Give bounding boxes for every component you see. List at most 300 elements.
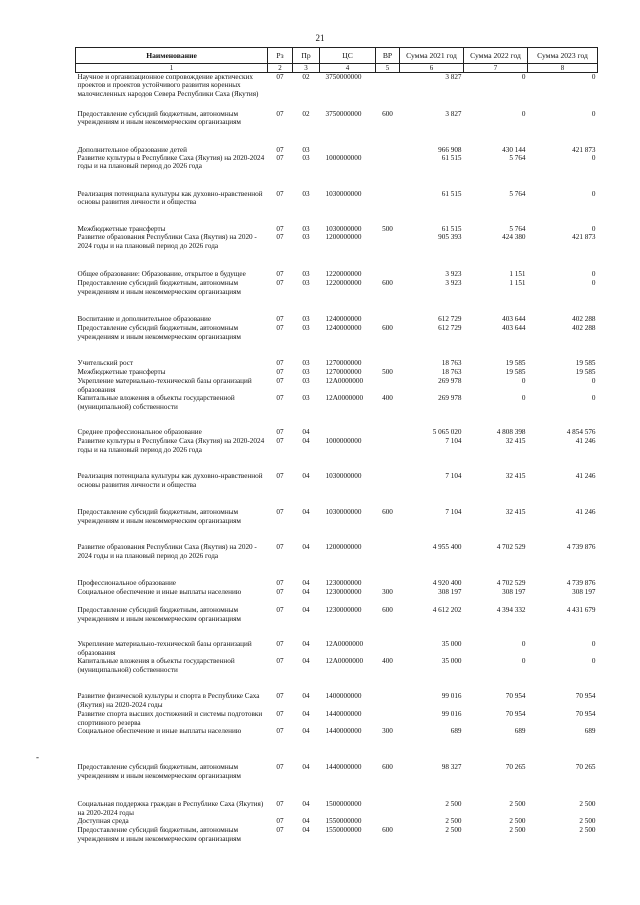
cell-cs: 1220000000 <box>325 270 362 279</box>
cell-vr: 600 <box>382 606 393 615</box>
cell-cs: 1220000000 <box>325 279 362 288</box>
cell-s3: 70 954 <box>575 710 596 719</box>
cell-name: Доступная среда <box>77 817 129 826</box>
cell-cs: 1230000000 <box>325 579 362 588</box>
cell-name: Развитие культуры в Республике Саха (Якутия) на 2020-2024 годы и на плановый период до 2026 года <box>77 437 265 454</box>
table-row <box>76 543 598 579</box>
cell-s1: 689 <box>450 727 462 736</box>
cell-s1: 99 016 <box>441 692 462 701</box>
cell-name: Предоставление субсидий бюджетным, автономным учреждениям и иным некоммерческим организациям <box>77 324 241 341</box>
cell-s2: 70 954 <box>505 710 526 719</box>
cell-name: Предоставление субсидий бюджетным, автономным учреждениям и иным некоммерческим организациям <box>77 826 241 843</box>
cell-rz: 07 <box>276 279 284 288</box>
cell-vr <box>376 472 400 508</box>
cell-s2: 5 764 <box>509 224 526 233</box>
table-row <box>76 826 598 843</box>
cell-pr: 04 <box>302 763 310 772</box>
cell-pr: 04 <box>302 543 310 552</box>
cell-s2: 4 394 332 <box>496 606 526 615</box>
cell-pr: 02 <box>302 73 310 81</box>
cell-s2: 430 144 <box>502 145 526 154</box>
cell-s2: 403 644 <box>502 324 526 333</box>
cell-s1: 7 104 <box>445 472 462 481</box>
cell-name: Социальное обеспечение и иные выплаты населению <box>77 727 242 736</box>
cell-pr: 03 <box>302 315 310 324</box>
cell-cs <box>320 428 376 437</box>
cell-name: Развитие образования Республики Саха (Якутия) на 2020 - 2024 годы и на плановый период до 2026 года <box>77 233 257 250</box>
table-row <box>76 817 598 826</box>
cell-rz: 07 <box>276 826 284 835</box>
cell-vr <box>376 710 400 727</box>
cell-name: Научное и организационное сопровождение арктических проектов и проектов устойчивого развития коренных малочисленных народов Севера Республики Саха (Якутия) <box>77 73 259 98</box>
table-row <box>76 606 598 640</box>
cell-rz: 07 <box>276 153 284 162</box>
cell-s1: 269 978 <box>438 394 462 403</box>
cell-rz: 07 <box>276 543 284 552</box>
table-row <box>76 437 598 472</box>
cell-s3: 4 431 679 <box>566 606 596 615</box>
cell-cs: 1400000000 <box>325 692 362 701</box>
cell-s1: 3 923 <box>445 270 462 279</box>
cell-s1: 2 500 <box>445 826 462 835</box>
cell-s3: 0 <box>591 224 596 233</box>
cell-cs: 12А0000000 <box>325 640 364 649</box>
cell-pr: 04 <box>302 657 310 666</box>
cell-vr <box>376 146 400 154</box>
cell-vr: 300 <box>382 588 393 597</box>
cell-s2: 32 415 <box>505 437 526 446</box>
cell-s3: 0 <box>591 377 596 386</box>
table-row <box>76 394 598 428</box>
cell-name: Капитальные вложения в объекты государственной (муниципальной) собственности <box>77 657 235 674</box>
cell-cs: 1550000000 <box>325 817 362 826</box>
cell-s3: 421 873 <box>572 145 596 154</box>
cell-pr: 04 <box>302 826 310 835</box>
cell-s2: 70 265 <box>505 763 526 772</box>
cell-s1: 4 612 202 <box>432 606 462 615</box>
cell-name: Социальная поддержка граждан в Республике Саха (Якутия) на 2020-2024 годы <box>77 800 264 817</box>
cell-vr <box>376 73 400 110</box>
cell-vr: 300 <box>382 727 393 736</box>
cell-rz: 07 <box>276 692 284 701</box>
header-sum-2022: Сумма 2022 год <box>464 48 528 64</box>
cell-vr: 500 <box>382 224 393 233</box>
table-row <box>76 508 598 543</box>
cell-name: Предоставление субсидий бюджетным, автономным учреждениям и иным некоммерческим организациям <box>77 606 241 623</box>
table-row <box>76 368 598 377</box>
cell-s2: 4 702 529 <box>496 543 526 552</box>
table-row <box>76 763 598 800</box>
cell-s2: 424 380 <box>502 233 526 242</box>
cell-pr: 03 <box>302 279 310 288</box>
cell-s1: 612 729 <box>438 315 462 324</box>
cell-s1: 308 197 <box>438 588 462 597</box>
cell-pr: 03 <box>302 394 310 403</box>
cell-name: Предоставление субсидий бюджетным, автономным учреждениям и иным некоммерческим организациям <box>77 279 241 296</box>
table-row <box>76 225 598 233</box>
cell-rz: 07 <box>276 428 284 437</box>
cell-s2: 2 500 <box>509 826 526 835</box>
table-body <box>76 73 598 844</box>
cell-rz: 07 <box>276 233 284 242</box>
cell-vr <box>376 692 400 710</box>
cell-s1: 269 978 <box>438 377 462 386</box>
table-row <box>76 233 598 270</box>
cell-s3: 402 288 <box>572 315 596 324</box>
cell-pr: 04 <box>302 692 310 701</box>
cell-rz: 07 <box>276 710 284 719</box>
header-sum-2023: Сумма 2023 год <box>528 48 598 64</box>
cell-s2: 2 500 <box>509 800 526 809</box>
header-index: 1 <box>76 64 268 73</box>
cell-rz: 07 <box>276 657 284 666</box>
cell-s3: 0 <box>591 109 596 118</box>
cell-rz: 07 <box>276 109 284 118</box>
cell-s2: 689 <box>514 727 526 736</box>
table-row <box>76 190 598 225</box>
cell-cs: 1440000000 <box>325 763 362 772</box>
cell-vr: 400 <box>382 657 393 666</box>
cell-rz: 07 <box>276 817 284 826</box>
cell-cs: 12А0000000 <box>325 377 364 386</box>
cell-s3: 2 500 <box>579 826 596 835</box>
cell-s1: 18 763 <box>441 368 462 377</box>
cell-cs: 1000000000 <box>325 437 362 446</box>
cell-rz: 07 <box>276 224 284 233</box>
cell-cs: 1270000000 <box>325 359 362 368</box>
header-index: 2 <box>268 64 293 73</box>
header-vr: ВР <box>376 48 400 64</box>
cell-s2: 403 644 <box>502 315 526 324</box>
cell-cs: 1200000000 <box>325 233 362 242</box>
cell-s2: 19 585 <box>505 359 526 368</box>
cell-vr <box>376 233 400 270</box>
cell-name: Развитие спорта высших достижений и системы подготовки спортивного резерва <box>77 710 263 727</box>
cell-vr <box>376 154 400 190</box>
cell-s1: 2 500 <box>445 800 462 809</box>
cell-s1: 3 827 <box>445 109 462 118</box>
cell-s1: 35 000 <box>441 640 462 649</box>
cell-s3: 689 <box>584 727 596 736</box>
header-index: 7 <box>464 64 528 73</box>
cell-s1: 2 500 <box>445 817 462 826</box>
cell-s3: 0 <box>591 640 596 649</box>
cell-name: Предоставление субсидий бюджетным, автономным учреждениям и иным некоммерческим организациям <box>77 508 241 525</box>
cell-s2: 0 <box>521 73 526 81</box>
cell-s3: 0 <box>591 270 596 279</box>
cell-s1: 61 515 <box>441 153 462 162</box>
cell-s1: 7 104 <box>445 508 462 517</box>
cell-cs: 1230000000 <box>325 588 362 597</box>
table-row <box>76 692 598 710</box>
table-row <box>76 315 598 324</box>
cell-s3: 0 <box>591 73 596 81</box>
cell-s1: 4 955 400 <box>432 543 462 552</box>
header-index: 5 <box>376 64 400 73</box>
cell-pr: 03 <box>302 377 310 386</box>
table-row <box>76 279 598 315</box>
cell-rz: 07 <box>276 579 284 588</box>
cell-cs: 1000000000 <box>325 153 362 162</box>
cell-cs: 1030000000 <box>325 224 362 233</box>
cell-vr <box>376 640 400 657</box>
cell-s3: 402 288 <box>572 324 596 333</box>
cell-s1: 61 515 <box>441 189 462 198</box>
cell-pr: 04 <box>302 640 310 649</box>
cell-s3: 308 197 <box>572 588 596 597</box>
cell-rz: 07 <box>276 763 284 772</box>
cell-cs: 1230000000 <box>325 606 362 615</box>
cell-name: Дополнительное образование детей <box>77 145 187 154</box>
cell-rz: 07 <box>276 640 284 649</box>
cell-s2: 0 <box>521 657 526 666</box>
cell-s3: 2 500 <box>579 800 596 809</box>
cell-name: Реализация потенциала культуры как духовно-нравственной основы развития личности и общества <box>77 472 263 489</box>
cell-pr: 04 <box>302 579 310 588</box>
cell-name: Укрепление материально-технической базы организаций образования <box>77 377 252 394</box>
table-row <box>76 579 598 588</box>
cell-pr: 03 <box>302 368 310 377</box>
cell-name: Развитие физической культуры и спорта в Республике Саха (Якутия) на 2020-2024 годы <box>77 692 260 709</box>
cell-cs: 3750000000 <box>325 73 362 81</box>
cell-s2: 4 702 529 <box>496 579 526 588</box>
cell-cs: 1440000000 <box>325 710 362 719</box>
cell-name: Воспитание и дополнительное образование <box>77 315 212 324</box>
cell-vr: 600 <box>382 826 393 835</box>
cell-name: Профессиональное образование <box>77 579 177 588</box>
cell-name: Социальное обеспечение и иные выплаты населению <box>77 588 242 597</box>
cell-s1: 3 923 <box>445 279 462 288</box>
cell-s1: 98 327 <box>441 763 462 772</box>
cell-rz: 07 <box>276 315 284 324</box>
table-row <box>76 588 598 606</box>
cell-pr: 03 <box>302 270 310 279</box>
header-rz: Рз <box>268 48 293 64</box>
cell-pr: 03 <box>302 153 310 162</box>
cell-pr: 03 <box>302 224 310 233</box>
header-sum-2021: Сумма 2021 год <box>400 48 464 64</box>
cell-rz: 07 <box>276 588 284 597</box>
cell-s3: 0 <box>591 657 596 666</box>
cell-cs <box>320 146 376 154</box>
cell-s2: 32 415 <box>505 508 526 517</box>
cell-s3: 4 854 576 <box>566 428 596 437</box>
cell-rz: 07 <box>276 324 284 333</box>
header-index-row <box>76 64 598 73</box>
cell-s1: 905 393 <box>438 233 462 242</box>
cell-vr <box>376 377 400 394</box>
cell-pr: 03 <box>302 359 310 368</box>
cell-rz: 07 <box>276 368 284 377</box>
cell-rz: 07 <box>276 606 284 615</box>
cell-rz: 07 <box>276 189 284 198</box>
cell-cs: 1030000000 <box>325 189 362 198</box>
cell-rz: 07 <box>276 437 284 446</box>
cell-s2: 0 <box>521 640 526 649</box>
cell-cs: 12А0000000 <box>325 394 364 403</box>
header-cs: ЦС <box>320 48 376 64</box>
cell-pr: 02 <box>302 109 310 118</box>
cell-s2: 70 954 <box>505 692 526 701</box>
cell-vr <box>376 190 400 225</box>
cell-s2: 0 <box>521 394 526 403</box>
cell-name: Общее образование: Образование, открытое в будущее <box>77 270 246 279</box>
cell-s2: 1 151 <box>509 279 526 288</box>
cell-rz: 07 <box>276 359 284 368</box>
cell-s3: 2 500 <box>579 817 596 826</box>
cell-vr <box>376 315 400 324</box>
table-row <box>76 710 598 727</box>
cell-pr: 04 <box>302 817 310 826</box>
header-row <box>76 48 598 64</box>
cell-vr <box>376 428 400 437</box>
cell-name: Межбюджетные трансферты <box>77 224 166 233</box>
cell-cs: 1030000000 <box>325 508 362 517</box>
cell-s2: 5 764 <box>509 189 526 198</box>
cell-rz: 07 <box>276 270 284 279</box>
cell-cs: 1200000000 <box>325 543 362 552</box>
cell-rz: 07 <box>276 472 284 481</box>
cell-pr: 03 <box>302 145 310 154</box>
cell-rz: 07 <box>276 377 284 386</box>
cell-cs: 1030000000 <box>325 472 362 481</box>
cell-s2: 2 500 <box>509 817 526 826</box>
table-row <box>76 727 598 763</box>
cell-s1: 612 729 <box>438 324 462 333</box>
cell-name: Предоставление субсидий бюджетным, автономным учреждениям и иным некоммерческим организациям <box>77 763 241 780</box>
table-row <box>76 270 598 279</box>
cell-name: Предоставление субсидий бюджетным, автономным учреждениям и иным некоммерческим организациям <box>77 109 241 126</box>
cell-vr: 600 <box>382 508 393 517</box>
cell-name: Среднее профессиональное образование <box>77 428 202 437</box>
cell-s2: 19 585 <box>505 368 526 377</box>
cell-s2: 32 415 <box>505 472 526 481</box>
cell-rz: 07 <box>276 727 284 736</box>
table-row <box>76 472 598 508</box>
cell-s3: 4 739 876 <box>566 543 596 552</box>
cell-name: Реализация потенциала культуры как духовно-нравственной основы развития личности и общества <box>77 189 263 207</box>
cell-pr: 04 <box>302 727 310 736</box>
cell-s2: 0 <box>521 377 526 386</box>
cell-rz: 07 <box>276 73 284 81</box>
cell-vr: 600 <box>382 279 393 288</box>
page-number: 21 <box>315 33 325 43</box>
cell-name: Межбюджетные трансферты <box>77 368 166 377</box>
cell-vr <box>376 543 400 579</box>
cell-s3: 0 <box>591 153 596 162</box>
header-index: 6 <box>400 64 464 73</box>
cell-vr: 600 <box>382 109 393 118</box>
table-row <box>76 428 598 437</box>
cell-cs: 3750000000 <box>325 109 362 118</box>
cell-cs: 1440000000 <box>325 727 362 736</box>
cell-name: Укрепление материально-технической базы организаций образования <box>77 640 252 657</box>
cell-vr: 600 <box>382 324 393 333</box>
table-row <box>76 640 598 657</box>
cell-vr <box>376 359 400 368</box>
cell-s3: 70 265 <box>575 763 596 772</box>
cell-vr <box>376 437 400 472</box>
cell-s3: 0 <box>591 189 596 198</box>
cell-rz: 07 <box>276 508 284 517</box>
cell-name: Развитие образования Республики Саха (Якутия) на 2020 - 2024 годы и на плановый период до 2026 года <box>77 543 257 560</box>
cell-s3: 70 954 <box>575 692 596 701</box>
cell-rz: 07 <box>276 394 284 403</box>
cell-s3: 0 <box>591 279 596 288</box>
cell-name: Капитальные вложения в объекты государственной (муниципальной) собственности <box>77 394 235 411</box>
cell-pr: 04 <box>302 606 310 615</box>
cell-cs: 1240000000 <box>325 324 362 333</box>
header-index: 4 <box>320 64 376 73</box>
header-name: Наименование <box>76 48 268 64</box>
header-index: 3 <box>293 64 320 73</box>
cell-s3: 19 585 <box>575 359 596 368</box>
cell-s1: 5 065 020 <box>432 428 462 437</box>
cell-s1: 3 827 <box>445 73 462 81</box>
cell-s3: 4 739 876 <box>566 579 596 588</box>
budget-table <box>75 47 598 843</box>
cell-cs: 1550000000 <box>325 826 362 835</box>
cell-rz: 07 <box>276 145 284 154</box>
table-row <box>76 146 598 154</box>
table-row <box>76 110 598 146</box>
margin-mark: - <box>36 752 39 762</box>
cell-s2: 0 <box>521 109 526 118</box>
cell-pr: 04 <box>302 428 310 437</box>
cell-vr <box>376 579 400 588</box>
header-pr: Пр <box>293 48 320 64</box>
cell-pr: 03 <box>302 189 310 198</box>
header-index: 8 <box>528 64 598 73</box>
cell-cs: 1240000000 <box>325 315 362 324</box>
table-row <box>76 800 598 817</box>
cell-s2: 308 197 <box>502 588 526 597</box>
cell-s3: 41 246 <box>575 472 596 481</box>
cell-vr: 500 <box>382 368 393 377</box>
cell-vr <box>376 270 400 279</box>
cell-s1: 61 515 <box>441 224 462 233</box>
cell-s3: 41 246 <box>575 437 596 446</box>
cell-s2: 4 808 398 <box>496 428 526 437</box>
cell-pr: 04 <box>302 437 310 446</box>
cell-s3: 19 585 <box>575 368 596 377</box>
cell-cs: 1270000000 <box>325 368 362 377</box>
cell-vr: 400 <box>382 394 393 403</box>
cell-pr: 04 <box>302 710 310 719</box>
cell-pr: 03 <box>302 233 310 242</box>
table-row <box>76 377 598 394</box>
cell-s2: 1 151 <box>509 270 526 279</box>
cell-s1: 35 000 <box>441 657 462 666</box>
cell-pr: 04 <box>302 588 310 597</box>
table-row <box>76 657 598 692</box>
cell-pr: 04 <box>302 508 310 517</box>
cell-pr: 03 <box>302 324 310 333</box>
cell-s1: 7 104 <box>445 437 462 446</box>
cell-s1: 99 016 <box>441 710 462 719</box>
cell-pr: 04 <box>302 800 310 809</box>
cell-vr <box>376 800 400 817</box>
table-row <box>76 359 598 368</box>
cell-s1: 4 920 400 <box>432 579 462 588</box>
cell-vr <box>376 817 400 826</box>
cell-cs: 12А0000000 <box>325 657 364 666</box>
cell-s2: 5 764 <box>509 153 526 162</box>
cell-vr: 600 <box>382 763 393 772</box>
cell-s3: 41 246 <box>575 508 596 517</box>
cell-s3: 421 873 <box>572 233 596 242</box>
cell-name: Развитие культуры в Республике Саха (Якутия) на 2020-2024 годы и на плановый период до 2026 года <box>77 153 265 171</box>
